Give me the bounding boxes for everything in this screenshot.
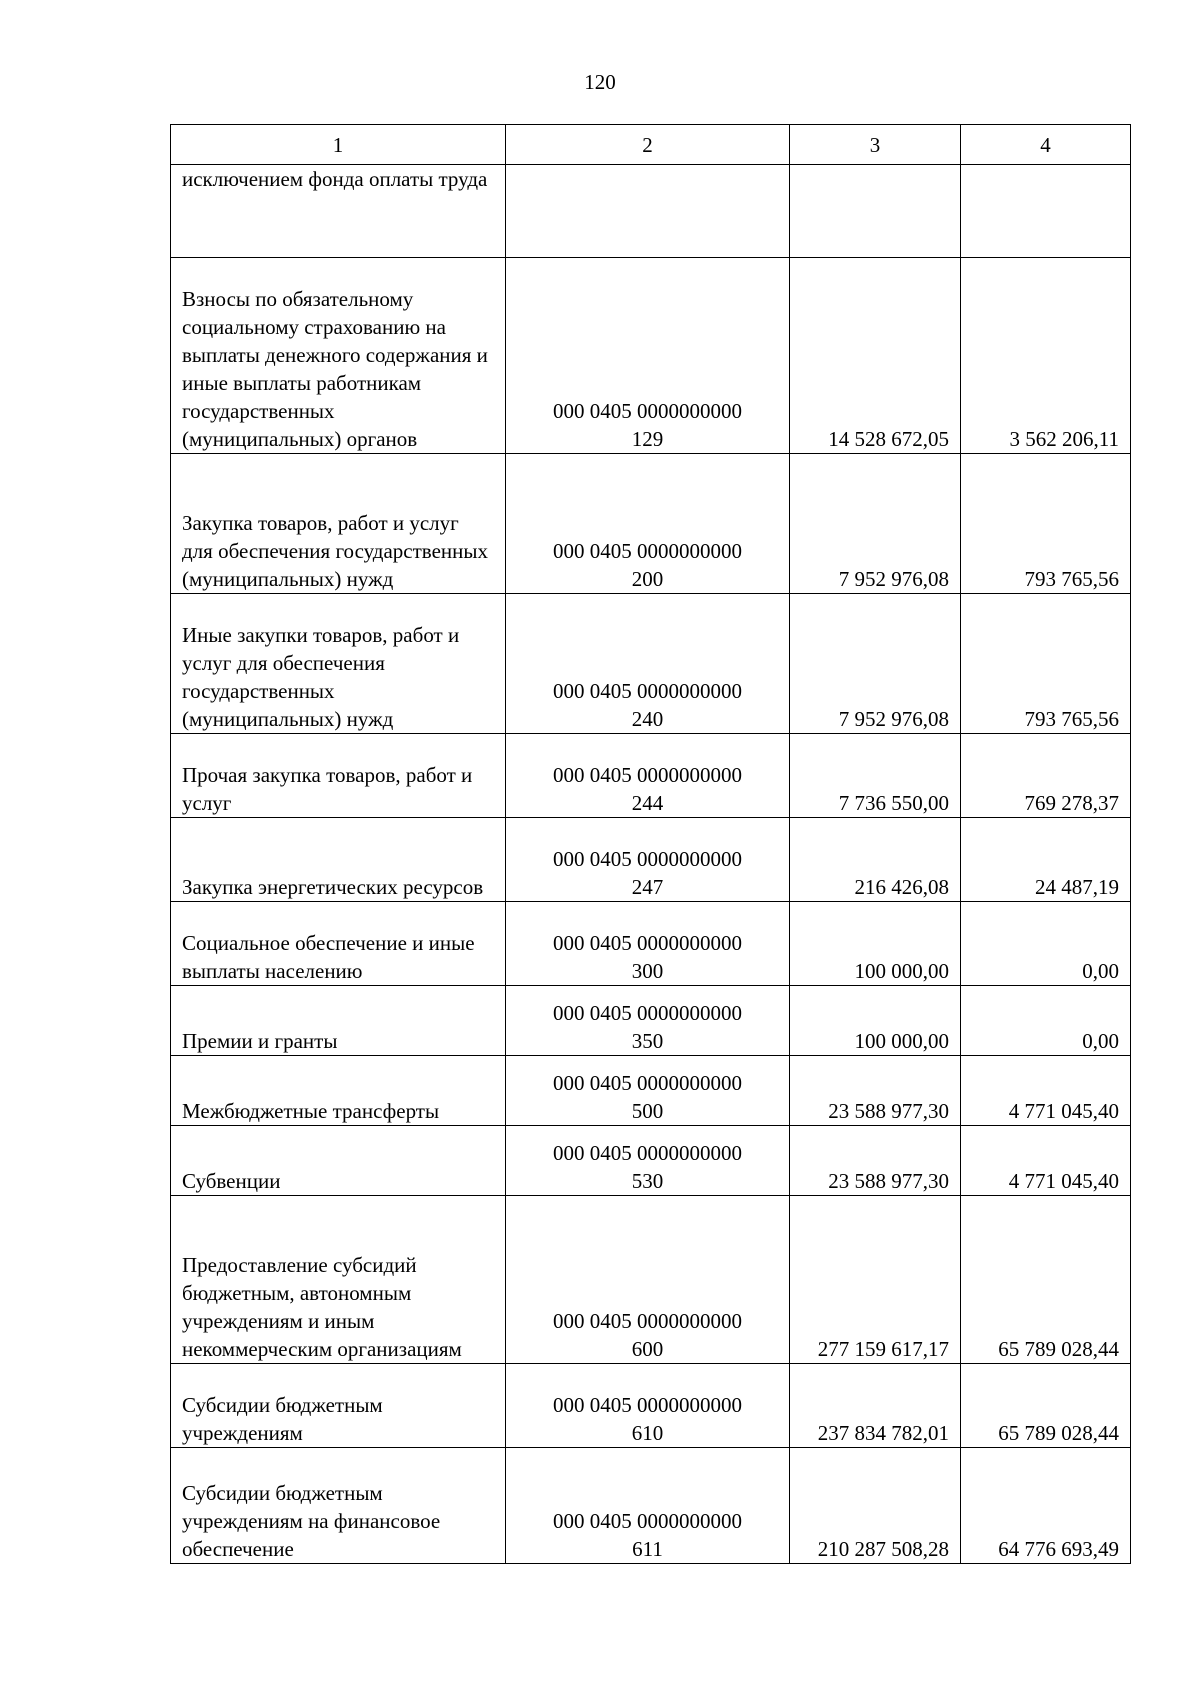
table-row	[171, 165, 1131, 258]
row-name: Взносы по обязательному социальному страхованию на выплаты денежного содержания и иные выплаты работникам государственных (муниципальных) органов	[171, 258, 506, 454]
table-row	[171, 594, 1131, 734]
row-value-col4: 769 278,37	[961, 734, 1131, 818]
table-row	[171, 258, 1131, 454]
row-name: Предоставление субсидий бюджетным, автономным учреждениям и иным некоммерческим организациям	[171, 1196, 506, 1364]
row-code-prefix: 000 0405 0000000000	[553, 679, 742, 703]
row-value-col3: 14 528 672,05	[790, 258, 961, 454]
table-header-row	[171, 125, 1131, 165]
row-code-prefix: 000 0405 0000000000	[553, 399, 742, 423]
row-value-col4: 65 789 028,44	[961, 1196, 1131, 1364]
table-row	[171, 902, 1131, 986]
row-name: Социальное обеспечение и иные выплаты населению	[171, 902, 506, 986]
row-code	[506, 594, 790, 734]
table-row	[171, 734, 1131, 818]
column-header-1: 1	[171, 125, 506, 165]
row-code-suffix: 247	[631, 875, 664, 899]
row-value-col4: 0,00	[961, 986, 1131, 1056]
row-code-suffix: 350	[631, 1029, 664, 1053]
row-code-prefix: 000 0405 0000000000	[553, 1309, 742, 1333]
row-code-suffix: 200	[631, 567, 664, 591]
row-value-col4	[961, 165, 1131, 258]
row-code	[506, 1126, 790, 1196]
row-code-suffix: 129	[631, 427, 664, 451]
page-number: 120	[584, 70, 616, 94]
row-code	[506, 454, 790, 594]
row-code-suffix: 530	[631, 1169, 664, 1193]
row-code	[506, 734, 790, 818]
table-row	[171, 1126, 1131, 1196]
row-name: Закупка товаров, работ и услуг для обеспечения государственных (муниципальных) нужд	[171, 454, 506, 594]
row-value-col4: 24 487,19	[961, 818, 1131, 902]
row-code	[506, 165, 790, 258]
row-code	[506, 1364, 790, 1448]
table-row	[171, 454, 1131, 594]
row-code-suffix: 600	[631, 1337, 664, 1361]
row-name: Субсидии бюджетным учреждениям на финансовое обеспечение	[171, 1448, 506, 1564]
row-name: Премии и гранты	[171, 986, 506, 1056]
row-code	[506, 986, 790, 1056]
table-row	[171, 1196, 1131, 1364]
row-value-col4: 4 771 045,40	[961, 1056, 1131, 1126]
row-code-suffix: 610	[631, 1421, 664, 1445]
row-value-col3: 23 588 977,30	[790, 1126, 961, 1196]
table-row	[171, 1448, 1131, 1564]
row-name: Иные закупки товаров, работ и услуг для обеспечения государственных (муниципальных) нужд	[171, 594, 506, 734]
row-name: Субсидии бюджетным учреждениям	[171, 1364, 506, 1448]
table-row	[171, 1056, 1131, 1126]
row-value-col4: 3 562 206,11	[961, 258, 1131, 454]
row-name: исключением фонда оплаты труда	[171, 165, 506, 258]
row-code	[506, 1056, 790, 1126]
row-code-prefix: 000 0405 0000000000	[553, 1141, 742, 1165]
row-code-suffix: 300	[631, 959, 664, 983]
row-value-col3: 100 000,00	[790, 986, 961, 1056]
row-code	[506, 1448, 790, 1564]
row-value-col3: 7 952 976,08	[790, 594, 961, 734]
row-value-col4: 64 776 693,49	[961, 1448, 1131, 1564]
row-code	[506, 902, 790, 986]
row-code-prefix: 000 0405 0000000000	[553, 931, 742, 955]
row-name: Прочая закупка товаров, работ и услуг	[171, 734, 506, 818]
column-header-4: 4	[961, 125, 1131, 165]
row-value-col3: 100 000,00	[790, 902, 961, 986]
row-name: Межбюджетные трансферты	[171, 1056, 506, 1126]
row-code	[506, 258, 790, 454]
row-code-prefix: 000 0405 0000000000	[553, 847, 742, 871]
row-code-prefix: 000 0405 0000000000	[553, 539, 742, 563]
row-code-prefix: 000 0405 0000000000	[553, 1509, 742, 1533]
table-row	[171, 818, 1131, 902]
row-value-col3: 277 159 617,17	[790, 1196, 961, 1364]
row-value-col3: 7 952 976,08	[790, 454, 961, 594]
row-code-suffix: 244	[631, 791, 664, 815]
row-value-col4: 793 765,56	[961, 454, 1131, 594]
row-code-prefix: 000 0405 0000000000	[553, 1071, 742, 1095]
row-value-col3: 210 287 508,28	[790, 1448, 961, 1564]
row-name: Закупка энергетических ресурсов	[171, 818, 506, 902]
row-value-col3	[790, 165, 961, 258]
row-code	[506, 1196, 790, 1364]
table-row	[171, 1364, 1131, 1448]
column-header-2: 2	[506, 125, 790, 165]
row-code-prefix: 000 0405 0000000000	[553, 763, 742, 787]
row-value-col3: 7 736 550,00	[790, 734, 961, 818]
row-value-col4: 0,00	[961, 902, 1131, 986]
row-value-col4: 793 765,56	[961, 594, 1131, 734]
row-code	[506, 818, 790, 902]
row-code-suffix: 611	[632, 1537, 663, 1561]
budget-table	[170, 124, 1131, 1564]
row-code-prefix: 000 0405 0000000000	[553, 1001, 742, 1025]
row-code-suffix: 500	[631, 1099, 664, 1123]
row-code-prefix: 000 0405 0000000000	[553, 1393, 742, 1417]
column-header-3: 3	[790, 125, 961, 165]
row-code-suffix: 240	[631, 707, 664, 731]
table-row	[171, 986, 1131, 1056]
row-name: Субвенции	[171, 1126, 506, 1196]
row-value-col3: 216 426,08	[790, 818, 961, 902]
row-value-col4: 4 771 045,40	[961, 1126, 1131, 1196]
row-value-col3: 237 834 782,01	[790, 1364, 961, 1448]
row-value-col4: 65 789 028,44	[961, 1364, 1131, 1448]
row-value-col3: 23 588 977,30	[790, 1056, 961, 1126]
